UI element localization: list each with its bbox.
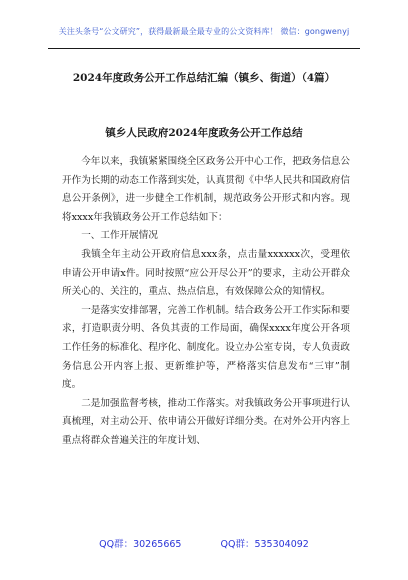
paragraph-heading: 一、工作开展情况 (81, 230, 158, 242)
header-divider (48, 48, 360, 49)
paragraph-stats: 我镇全年主动公开政府信息xxx条，点击量xxxxxx次，受理依申请公开申请x件。同时按照“应公开尽公开”的要求，主动公开群众所关心的、关注的，重点、热点信息，有效保障公众的知情权。 (62, 248, 350, 298)
paragraph-point-two: 二是加强监督考核，推动工作落实。对我镇政务公开事项进行认真梳理，对主动公开、依申请公开做好详细分类。在对外公开内容上重点将群众普遍关注的年度计划、 (62, 397, 350, 446)
footer (0, 536, 408, 550)
paragraph-point-one: 一是落实安排部署，完善工作机制。结合政务公开工作实际和要求，打造职责分明、各负其责的工作局面，确保xxxx年度公开各项工作任务的标准化、程序化、制度化。设立办公室专岗，专人负责政务信息公开内容上报、更新维护等，严格落实信息发布“三审”制度。 (62, 304, 350, 391)
footer-qq-group-2: QQ群：535304092 (220, 539, 309, 550)
header-banner: 关注头条号“公文研究”，获得最新最全最专业的公文资料库！ 微信：gongwenyj (58, 27, 350, 36)
paragraph-intro: 今年以来，我镇紧紧围绕全区政务公开中心工作，把政务信息公开作为长期的动态工作落到实处，认真贯彻《中华人民共和国政府信息公开条例》，进一步健全工作机制，规范政务公开形式和内容。现将xxxx年我镇政务公开工作总结如下： (62, 156, 350, 223)
document-title: 2024年度政务公开工作总结汇编（镇乡、街道）（4篇） (72, 72, 336, 84)
section-title: 镇乡人民政府2024年度政务公开工作总结 (105, 127, 303, 139)
document-body (62, 153, 350, 451)
footer-qq-group-1: QQ群：30265665 (99, 539, 182, 550)
